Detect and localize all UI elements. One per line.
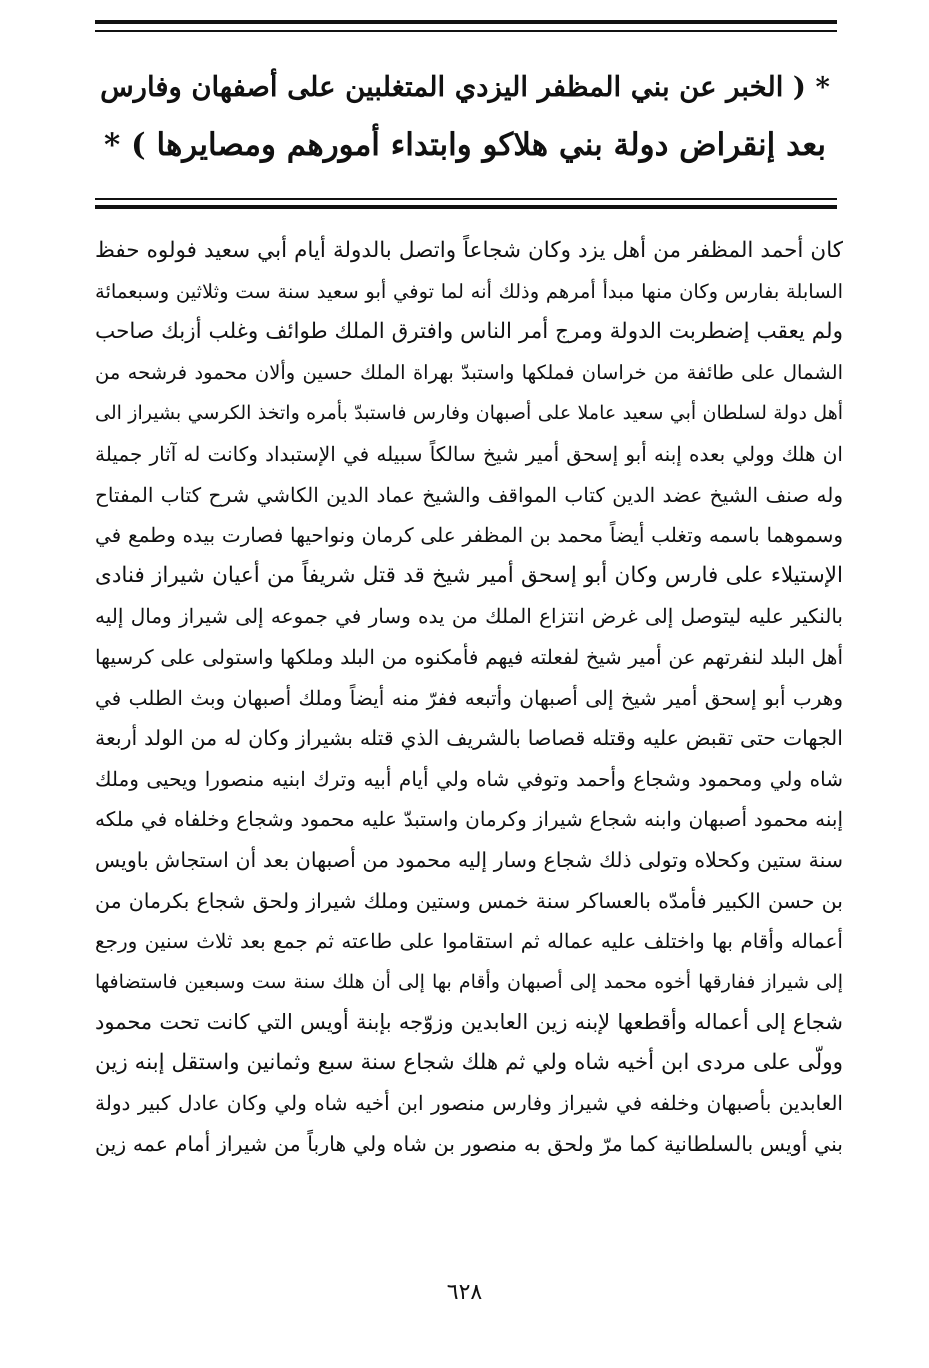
text-line: وسموهما باسمه وتغلب أيضاً محمد بن المظفر على كرمان ونواحيها فصارت بيده وطمع في bbox=[95, 523, 843, 548]
text-line: ان هلك وولي بعده إبنه أبو إسحق أمير شيخ سالكاً سبيله في الإستبداد وكانت له آثار جميلة bbox=[95, 441, 843, 466]
text-line: شجاع إلى أعماله وأقطعها لإبنه زين العابدين وزوّجه بإبنة أويس التي كانت تحت محمود bbox=[95, 1010, 843, 1035]
text-line: بني أويس بالسلطانية كما مرّ ولحق به منصور بن شاه ولي هارباً من شيراز أمام عمه زين bbox=[95, 1132, 843, 1157]
heading-rule-thin bbox=[95, 198, 837, 200]
text-line: إلى شيراز ففارقها أخوه محمد إلى أصبهان وأقام بها إلى أن هلك سنة ست وسبعين فاستضافها bbox=[95, 970, 843, 993]
text-line: شاه ولي ومحمود وشجاع وأحمد وتوفي شاه ولي أيام أبيه وترك ابنيه منصورا ويحيى وملك bbox=[95, 766, 843, 791]
top-rule-thick bbox=[95, 20, 837, 24]
text-line: وهرب أبو إسحق أمير شيخ إلى أصبهان وأتبعه ففرّ منه أيضاً وملك أصبهان وبث الطلب في bbox=[95, 685, 843, 710]
text-line: أعماله وأقام بها واختلف عليه عماله ثم استقاموا على طاعته ثم جمع بعد ثلاث سنين ورجع bbox=[95, 929, 843, 954]
heading-line-2: بعد إنقراض دولة بني هلاكو وابتداء أمورهم ومصايرها ) * bbox=[104, 127, 826, 163]
text-line: أهل البلد لنفرتهم عن أمير شيخ لفعلته فيهم فأمكنوه من البلد وملكها واستولى على كرسيها bbox=[95, 644, 843, 669]
body-text bbox=[95, 231, 843, 1165]
text-line: العابدين بأصبهان وخلفه في شيراز وفارس منصور ابن أخيه شاه ولي وكان عادل كبير دولة bbox=[95, 1091, 843, 1116]
text-line: السابلة بفارس وكان منها مبدأ أمرهم وذلك أنه لما توفي أبو سعيد سنة ست وثلاثين وسبعمائة bbox=[95, 279, 843, 303]
heading-line-1: * ( الخبر عن بني المظفر اليزدي المتغلبين على أصفهان وفارس bbox=[100, 71, 830, 103]
text-line: وولّى على مردى ابن أخيه شاه ولي ثم هلك شجاع سنة سبع وثمانين واستقل إبنه زين bbox=[95, 1049, 843, 1075]
text-line: وله صنف الشيخ عضد الدين كتاب المواقف والشيخ عماد الدين الكاشي شرح كتاب المفتاح bbox=[95, 482, 843, 507]
text-line: كان أحمد المظفر من أهل يزد وكان شجاعاً واتصل بالدولة أيام أبي سعيد فولوه حفظ bbox=[95, 238, 843, 263]
text-line: إبنه محمود أصبهان وابنه شجاع شيراز وكرمان واستبدّ عليه محمود وشجاع وخلفاه في ملكه bbox=[95, 807, 843, 832]
top-rule-thin bbox=[95, 30, 837, 32]
text-line: الجهات حتى تقبض عليه وقتله قصاصا بالشريف الذي قتله بشيراز وكان له من الولد أربعة bbox=[95, 726, 843, 751]
text-line: أهل دولة لسلطان أبي سعيد عاملا على أصبهان وفارس فاستبدّ بأمره واتخذ الكرسي بشيراز الى bbox=[95, 402, 843, 425]
heading-rule-thick bbox=[95, 205, 837, 209]
text-line: سنة ستين وكحلاه وتولى ذلك شجاع وسار إليه محمود من أصبهان بعد أن استجاش باويس bbox=[95, 847, 843, 872]
page-number: ٦٢٨ bbox=[446, 1280, 483, 1305]
text-line: الشمال على طائفة من خراسان فملكها واستبدّ بهراة الملك حسين وألان محمود فرشحه من bbox=[95, 360, 843, 384]
text-line: بالنكير عليه ليتوصل إلى غرض انتزاع الملك من يده وسار في جموعه إلى شيراز ومال إليه bbox=[95, 604, 843, 629]
text-line: ولم يعقب إضطربت الدولة ومرج أمر الناس وافترق الملك طوائف وغلب أزبك صاحب bbox=[95, 319, 843, 345]
text-line: بن حسن الكبير فأمدّه بالعساكر سنة خمس وستين وملك شيراز ولحق شجاع بكرمان من bbox=[95, 888, 843, 913]
chapter-heading bbox=[100, 58, 830, 174]
text-line: الإستيلاء على فارس وكان أبو إسحق أمير شيخ قد قتل شريفاً من أعيان شيراز فنادى bbox=[95, 562, 843, 588]
